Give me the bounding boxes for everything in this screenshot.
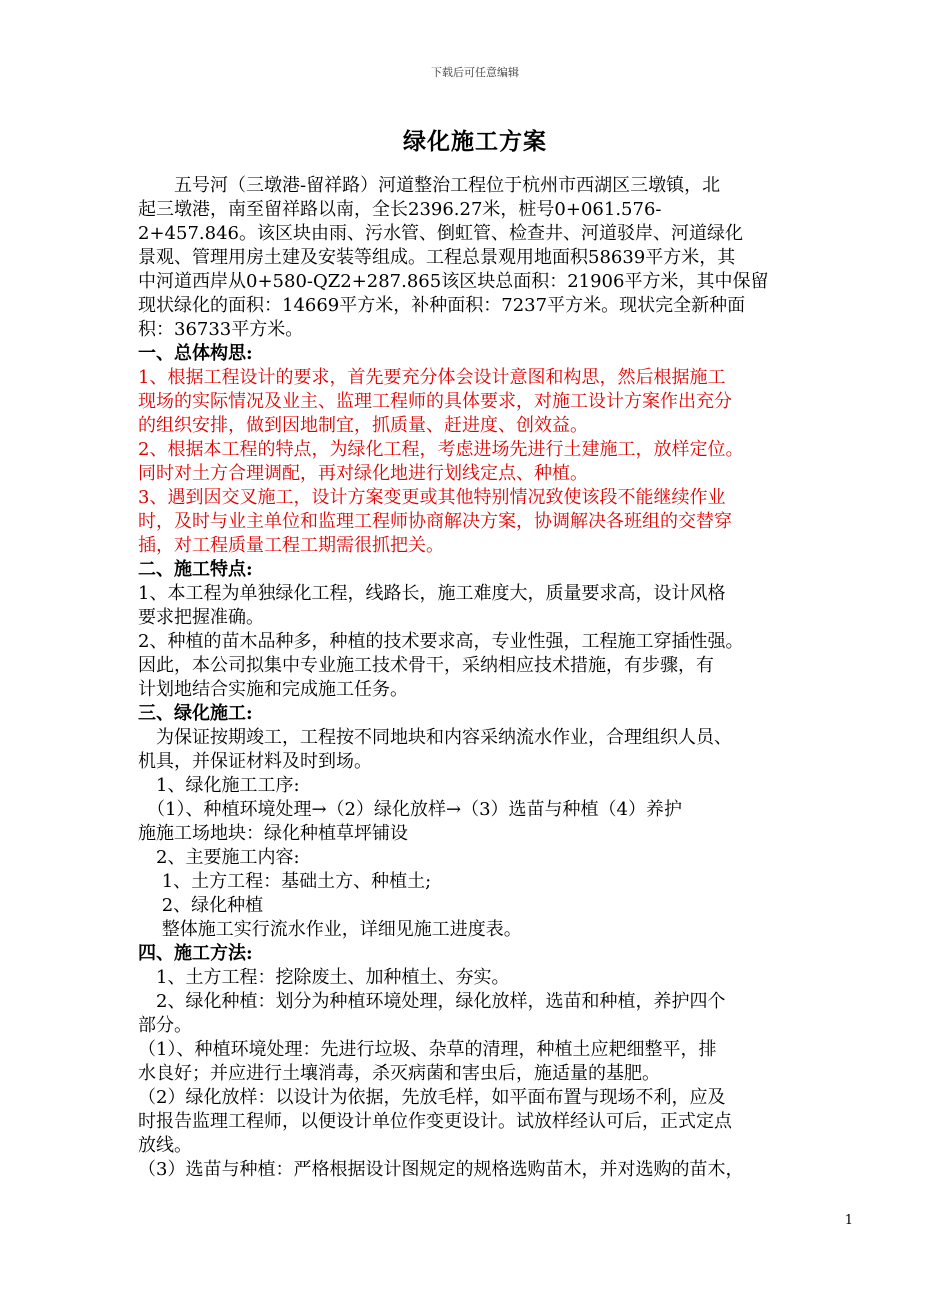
text-line: 2、绿化种植：划分为种植环境处理，绿化放样，选苗和种植，养护四个 — [138, 991, 726, 1012]
text-line: 时报告监理工程师，以便设计单位作变更设计。试放样经认可后，正式定点 — [138, 1111, 732, 1132]
text-line: （2）绿化放样：以设计为依据，先放毛样，如平面布置与现场不利，应及 — [138, 1087, 726, 1108]
text-line: 1、土方工程：基础土方、种植土; — [138, 871, 432, 892]
text-line: 为保证按期竣工，工程按不同地块和内容采纳流水作业，合理组织人员、 — [138, 727, 732, 748]
section-heading: 一、总体构思: — [138, 343, 253, 364]
text-line: 插，对工程质量工程工期需很抓把关。 — [138, 535, 444, 556]
text-line: 现场的实际情况及业主、监理工程师的具体要求，对施工设计方案作出充分 — [138, 391, 732, 412]
text-line: 2+457.846。该区块由雨、污水管、倒虹管、检查井、河道驳岸、河道绿化 — [138, 223, 743, 244]
text-line: 3、遇到因交叉施工，设计方案变更或其他特别情况致使该段不能继续作业 — [138, 487, 726, 508]
text-line: 1、本工程为单独绿化工程，线路长，施工难度大，质量要求高，设计风格 — [138, 583, 726, 604]
text-line: （1）、种植环境处理→（2）绿化放样→（3）选苗与种植（4）养护 — [138, 799, 682, 820]
text-line: 放线。 — [138, 1135, 192, 1156]
text-line: 积：36733平方米。 — [138, 319, 304, 340]
text-line: （3）选苗与种植：严格根据设计图规定的规格选购苗木，并对选购的苗木， — [138, 1159, 744, 1180]
text-line: 起三墩港，南至留祥路以南，全长2396.27米，桩号0+061.576- — [138, 199, 662, 220]
text-line: 中河道西岸从0+580-QZ2+287.865该区块总面积：21906平方米，其中保留 — [138, 271, 769, 292]
document-body — [138, 174, 854, 1182]
text-line: 部分。 — [138, 1015, 192, 1036]
text-line: 的组织安排，做到因地制宜，抓质量、赶进度、创效益。 — [138, 415, 588, 436]
text-line: 要求把握准确。 — [138, 607, 264, 628]
text-line: 景观、管理用房土建及安装等组成。工程总景观用地面积58639平方米，其 — [138, 247, 736, 268]
text-line: 施施工场地块：绿化种植草坪铺设 — [138, 823, 408, 844]
text-line: 2、种植的苗木品种多，种植的技术要求高，专业性强，工程施工穿插性强。 — [138, 631, 744, 652]
text-line: 计划地结合实施和完成施工任务。 — [138, 679, 408, 700]
page-number: 1 — [844, 1213, 853, 1228]
text-line: 1、绿化施工工序: — [138, 775, 300, 796]
text-line: 现状绿化的面积：14669平方米，补种面积：7237平方米。现状完全新种面 — [138, 295, 746, 316]
section-heading: 四、施工方法: — [138, 943, 253, 964]
text-line: （1）、种植环境处理：先进行垃圾、杂草的清理，种植土应耙细整平，排 — [138, 1039, 717, 1060]
text-line: 2、根据本工程的特点，为绿化工程，考虑进场先进行土建施工，放样定位。 — [138, 439, 744, 460]
text-line: 2、绿化种植 — [138, 895, 264, 916]
section-heading: 二、施工特点: — [138, 559, 253, 580]
text-line: 同时对土方合理调配，再对绿化地进行划线定点、种植。 — [138, 463, 588, 484]
text-line: 机具，并保证材料及时到场。 — [138, 751, 372, 772]
text-line: 1、根据工程设计的要求，首先要充分体会设计意图和构思，然后根据施工 — [138, 367, 726, 388]
text-line: 因此，本公司拟集中专业施工技术骨干，采纳相应技术措施，有步骤，有 — [138, 655, 714, 676]
text-line: 2、主要施工内容: — [138, 847, 300, 868]
text-line: 水良好；并应进行土壤消毒，杀灭病菌和害虫后，施适量的基肥。 — [138, 1063, 660, 1084]
text-line: 时，及时与业主单位和监理工程师协商解决方案，协调解决各班组的交替穿 — [138, 511, 732, 532]
section-heading: 三、绿化施工: — [138, 703, 253, 724]
text-line: 五号河（三墩港-留祥路）河道整治工程位于杭州市西湖区三墩镇，北 — [138, 175, 721, 196]
document-title: 绿化施工方案 — [403, 128, 547, 155]
header-note: 下载后可任意编辑 — [431, 66, 519, 79]
text-line: 1、土方工程：挖除废土、加种植土、夯实。 — [138, 967, 510, 988]
text-line: 整体施工实行流水作业，详细见施工进度表。 — [138, 919, 522, 940]
